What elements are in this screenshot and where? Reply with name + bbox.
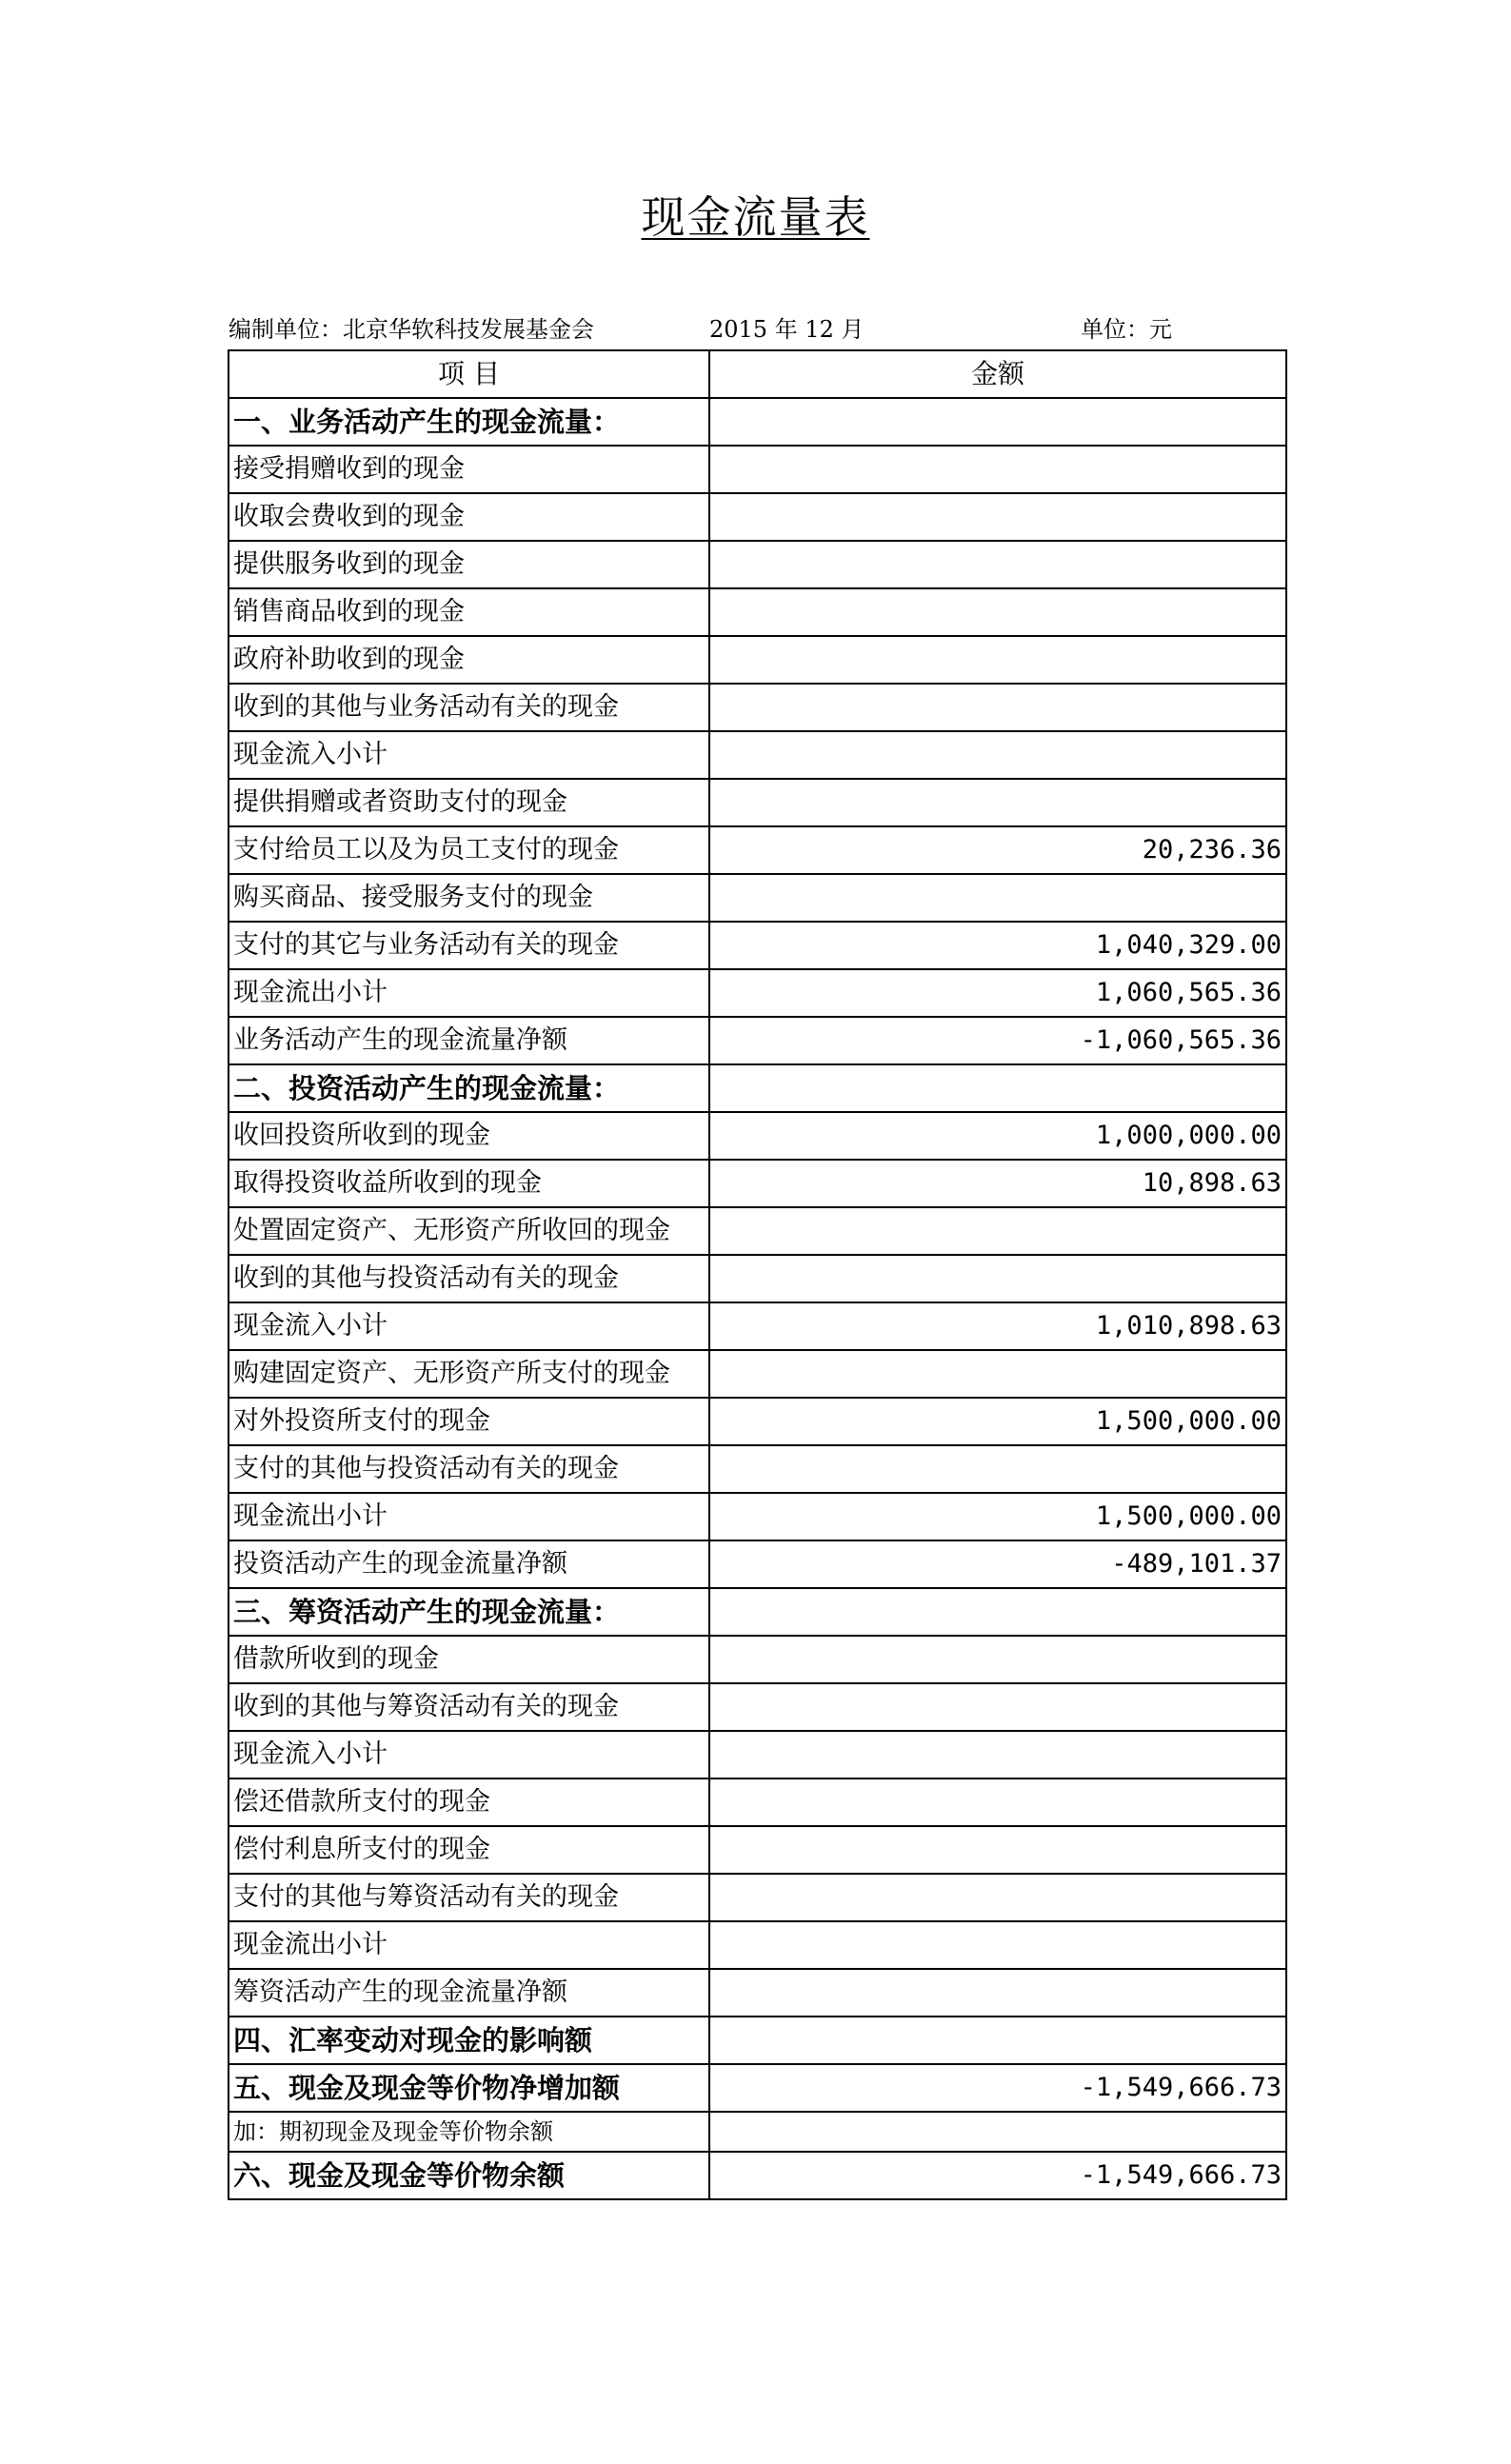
row-item-label: 二、投资活动产生的现金流量： [229, 1064, 709, 1112]
row-item-label: 筹资活动产生的现金流量净额 [229, 1969, 709, 2017]
row-item-label: 三、筹资活动产生的现金流量： [229, 1588, 709, 1636]
table-row [229, 2112, 1286, 2152]
row-item-label: 对外投资所支付的现金 [229, 1398, 709, 1445]
row-item-label: 加：期初现金及现金等价物余额 [229, 2112, 709, 2152]
row-item-label: 取得投资收益所收到的现金 [229, 1160, 709, 1207]
row-amount: 1,000,000.00 [709, 1112, 1286, 1160]
row-item-label: 收到的其他与业务活动有关的现金 [229, 684, 709, 731]
row-amount: -1,549,666.73 [709, 2064, 1286, 2112]
table-row [229, 493, 1286, 541]
table-row [229, 1398, 1286, 1445]
table-row [229, 1064, 1286, 1112]
row-item-label: 接受捐赠收到的现金 [229, 446, 709, 493]
table-row [229, 1207, 1286, 1255]
row-amount [709, 1588, 1286, 1636]
row-item-label: 现金流入小计 [229, 1302, 709, 1350]
table-row [229, 826, 1286, 874]
row-amount [709, 1350, 1286, 1398]
header-item: 项 目 [229, 350, 709, 398]
row-amount [709, 1207, 1286, 1255]
table-row [229, 1636, 1286, 1683]
row-item-label: 支付的其它与业务活动有关的现金 [229, 922, 709, 969]
table-row [229, 1302, 1286, 1350]
row-amount [709, 1921, 1286, 1969]
row-item-label: 购建固定资产、无形资产所支付的现金 [229, 1350, 709, 1398]
row-item-label: 购买商品、接受服务支付的现金 [229, 874, 709, 922]
row-item-label: 现金流入小计 [229, 731, 709, 779]
row-item-label: 支付的其他与筹资活动有关的现金 [229, 1874, 709, 1921]
table-row [229, 446, 1286, 493]
table-row [229, 1683, 1286, 1731]
row-item-label: 借款所收到的现金 [229, 1636, 709, 1683]
row-amount: 20,236.36 [709, 826, 1286, 874]
table-row [229, 1255, 1286, 1302]
table-header-row [229, 350, 1286, 398]
row-amount [709, 1874, 1286, 1921]
row-amount: 1,500,000.00 [709, 1493, 1286, 1540]
unit-label: 单位：元 [1081, 316, 1172, 343]
table-row [229, 1969, 1286, 2017]
row-item-label: 偿还借款所支付的现金 [229, 1778, 709, 1826]
table-row [229, 969, 1286, 1017]
row-item-label: 四、汇率变动对现金的影响额 [229, 2017, 709, 2064]
row-amount [709, 779, 1286, 826]
row-item-label: 销售商品收到的现金 [229, 588, 709, 636]
report-meta [229, 310, 1285, 345]
row-item-label: 收到的其他与投资活动有关的现金 [229, 1255, 709, 1302]
table-row [229, 779, 1286, 826]
row-amount: 1,040,329.00 [709, 922, 1286, 969]
table-row [229, 1874, 1286, 1921]
row-item-label: 收到的其他与筹资活动有关的现金 [229, 1683, 709, 1731]
row-amount: 10,898.63 [709, 1160, 1286, 1207]
row-item-label: 支付的其他与投资活动有关的现金 [229, 1445, 709, 1493]
table-row [229, 541, 1286, 588]
table-row [229, 684, 1286, 731]
row-item-label: 现金流出小计 [229, 1493, 709, 1540]
row-amount [709, 493, 1286, 541]
row-amount [709, 2112, 1286, 2152]
row-amount [709, 731, 1286, 779]
row-amount [709, 1636, 1286, 1683]
row-item-label: 提供捐赠或者资助支付的现金 [229, 779, 709, 826]
row-amount [709, 1778, 1286, 1826]
table-row [229, 731, 1286, 779]
row-item-label: 现金流入小计 [229, 1731, 709, 1778]
row-item-label: 五、现金及现金等价物净增加额 [229, 2064, 709, 2112]
period-label: 2015 年 12 月 [709, 316, 865, 343]
row-item-label: 一、业务活动产生的现金流量： [229, 398, 709, 446]
row-item-label: 提供服务收到的现金 [229, 541, 709, 588]
table-row [229, 922, 1286, 969]
row-item-label: 政府补助收到的现金 [229, 636, 709, 684]
table-row [229, 2152, 1286, 2199]
row-amount: -1,060,565.36 [709, 1017, 1286, 1064]
row-amount [709, 1731, 1286, 1778]
table-row [229, 398, 1286, 446]
table-row [229, 2064, 1286, 2112]
organization-label: 编制单位：北京华软科技发展基金会 [229, 316, 594, 343]
row-amount [709, 636, 1286, 684]
table-row [229, 874, 1286, 922]
row-amount [709, 541, 1286, 588]
table-row [229, 1017, 1286, 1064]
table-row [229, 588, 1286, 636]
table-row [229, 1588, 1286, 1636]
row-amount [709, 446, 1286, 493]
row-amount [709, 1826, 1286, 1874]
table-row [229, 1112, 1286, 1160]
row-amount [709, 1255, 1286, 1302]
cash-flow-table [228, 349, 1287, 2200]
row-amount [709, 2017, 1286, 2064]
row-amount [709, 874, 1286, 922]
row-amount: 1,060,565.36 [709, 969, 1286, 1017]
table-row [229, 1826, 1286, 1874]
row-amount: -489,101.37 [709, 1540, 1286, 1588]
table-row [229, 1160, 1286, 1207]
row-amount [709, 1683, 1286, 1731]
table-row [229, 636, 1286, 684]
header-amount: 金额 [709, 350, 1286, 398]
row-item-label: 收回投资所收到的现金 [229, 1112, 709, 1160]
table-row [229, 1350, 1286, 1398]
row-amount [709, 588, 1286, 636]
row-item-label: 现金流出小计 [229, 969, 709, 1017]
table-row [229, 1493, 1286, 1540]
row-item-label: 支付给员工以及为员工支付的现金 [229, 826, 709, 874]
row-amount: -1,549,666.73 [709, 2152, 1286, 2199]
row-amount [709, 684, 1286, 731]
row-amount: 1,010,898.63 [709, 1302, 1286, 1350]
row-item-label: 投资活动产生的现金流量净额 [229, 1540, 709, 1588]
row-item-label: 六、现金及现金等价物余额 [229, 2152, 709, 2199]
row-item-label: 处置固定资产、无形资产所收回的现金 [229, 1207, 709, 1255]
table-row [229, 1731, 1286, 1778]
table-row [229, 1778, 1286, 1826]
row-amount [709, 1064, 1286, 1112]
row-amount [709, 1969, 1286, 2017]
row-amount: 1,500,000.00 [709, 1398, 1286, 1445]
row-item-label: 现金流出小计 [229, 1921, 709, 1969]
row-item-label: 偿付利息所支付的现金 [229, 1826, 709, 1874]
page-title: 现金流量表 [641, 191, 870, 243]
table-row [229, 1540, 1286, 1588]
row-item-label: 收取会费收到的现金 [229, 493, 709, 541]
row-amount [709, 1445, 1286, 1493]
table-row [229, 1445, 1286, 1493]
row-amount [709, 398, 1286, 446]
row-item-label: 业务活动产生的现金流量净额 [229, 1017, 709, 1064]
table-row [229, 2017, 1286, 2064]
table-row [229, 1921, 1286, 1969]
